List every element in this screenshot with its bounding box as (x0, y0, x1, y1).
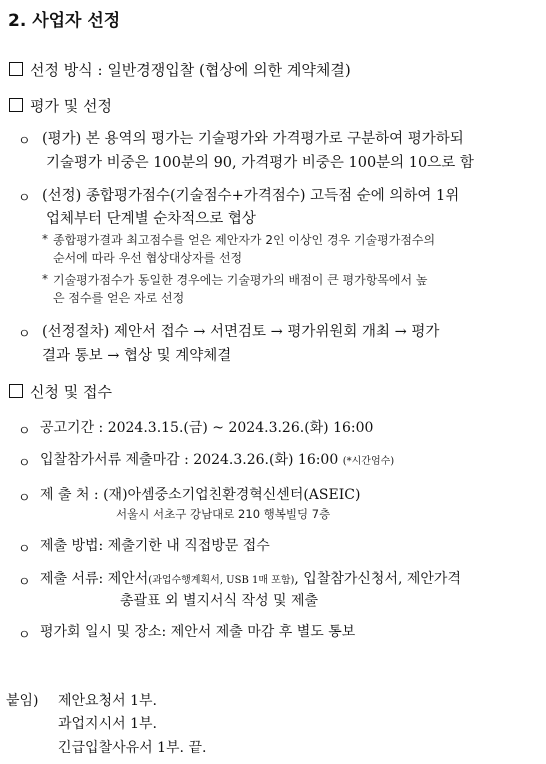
list-item: (선정절차) 제안서 접수 → 서면검토 → 평가위원회 개최 → 평가 (42, 324, 440, 340)
bullet-icon: ㅇ (18, 628, 31, 643)
bullet-icon: ㅇ (18, 491, 31, 506)
section-heading-evaluation (9, 95, 112, 116)
attachment-item: 긴급입찰사유서 1부. 끝. (58, 740, 207, 756)
deadline-note: (*시간엄수) (342, 456, 395, 467)
checkbox-icon (9, 62, 23, 76)
note-text: 기술평가점수가 동일한 경우에는 기술평가의 배점이 큰 평가항목에서 높 (53, 273, 428, 287)
note-text-continuation: 순서에 따라 우선 협상대상자를 선정 (53, 251, 243, 265)
list-item: (평가) 본 용역의 평가는 기술평가와 가격평가로 구분하여 평가하되 (42, 131, 464, 147)
section-heading-text: 평가 및 선정 (30, 97, 112, 115)
note-text-continuation: 은 점수를 얻은 자로 선정 (53, 291, 185, 305)
list-item-continuation: 업체부터 단계별 순차적으로 협상 (46, 211, 256, 227)
list-item-continuation: 결과 통보 → 협상 및 계약체결 (42, 348, 232, 364)
selection-method (9, 59, 351, 80)
list-item-continuation: 기술평가 비중은 100분의 90, 가격평가 비중은 100분의 10으로 함 (46, 155, 474, 171)
submission-documents-continuation: 총괄표 외 별지서식 작성 및 제출 (120, 593, 319, 609)
submit-address: 서울시 서초구 강남대로 210 행복빌딩 7층 (116, 507, 331, 521)
bullet-icon: ㅇ (18, 134, 31, 149)
submission-method: 제출 방법: 제출기한 내 직접방문 접수 (40, 538, 270, 554)
note-mark: * (42, 272, 48, 286)
selection-method-text: 선정 방식 : 일반경쟁입찰 (협상에 의한 계약체결) (30, 61, 351, 79)
bullet-icon: ㅇ (18, 456, 31, 471)
section-heading-application (9, 381, 112, 402)
bullet-icon: ㅇ (18, 575, 31, 590)
bullet-icon: ㅇ (18, 191, 31, 206)
list-item: (선정) 종합평가점수(기술점수+가격점수) 고득점 순에 의하여 1위 (42, 188, 460, 204)
submission-documents (40, 568, 461, 588)
section-heading-text: 신청 및 접수 (30, 383, 112, 401)
bullet-icon: ㅇ (18, 424, 31, 439)
bullet-icon: ㅇ (18, 542, 31, 557)
page-title: 2. 사업자 선정 (8, 11, 121, 31)
note-text: 종합평가결과 최고점수를 얻은 제안자가 2인 이상인 경우 기술평가점수의 (53, 233, 436, 247)
submission-documents-prefix: 제출 서류: 제안서 (40, 571, 149, 587)
submission-documents-detail: (과업수행계획서, USB 1매 포함) (148, 575, 295, 586)
submit-to: 제 출 처 : (재)아셈중소기업친환경혁신센터(ASEIC) (40, 487, 361, 503)
announcement-period: 공고기간 : 2024.3.15.(금) ~ 2024.3.26.(화) 16:00 (40, 420, 374, 436)
checkbox-icon (9, 384, 23, 398)
checkbox-icon (9, 98, 23, 112)
attachments-label: 붙임) (6, 693, 39, 709)
submission-deadline (40, 449, 394, 469)
attachment-item: 과업지시서 1부. (58, 716, 157, 732)
bullet-icon: ㅇ (18, 327, 31, 342)
attachment-item: 제안요청서 1부. (58, 693, 157, 709)
note-mark: * (42, 232, 48, 246)
submission-deadline-text: 입찰참가서류 제출마감 : 2024.3.26.(화) 16:00 (40, 452, 339, 468)
evaluation-schedule: 평가회 일시 및 장소: 제안서 제출 마감 후 별도 통보 (40, 624, 356, 640)
submission-documents-suffix: , 입찰참가신청서, 제안가격 (294, 571, 461, 587)
